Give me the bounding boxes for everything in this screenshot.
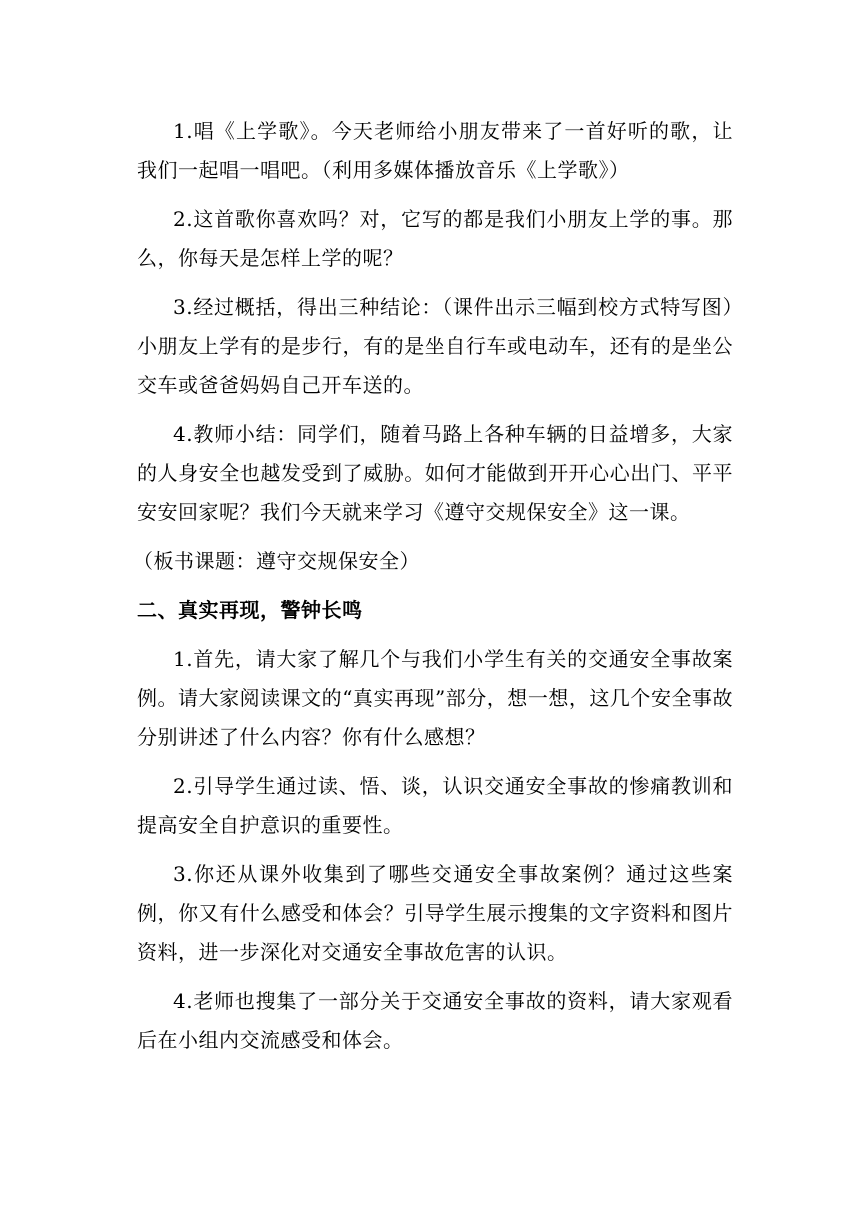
- section-paragraph-1: 1.首先，请大家了解几个与我们小学生有关的交通安全事故案例。请大家阅读课文的“真实再现”部分，想一想，这几个安全事故分别讲述了什么内容？你有什么感想？: [137, 647, 733, 749]
- intro-paragraph-3: 3.经过概括，得出三种结论：（课件出示三幅到校方式特写图）小朋友上学有的是步行，有的是坐自行车或电动车，还有的是坐公交车或爸爸妈妈自己开车送的。: [137, 295, 733, 397]
- board-note: （板书课题：遵守交规保安全）: [133, 549, 420, 573]
- document-body: [133, 112, 733, 1060]
- intro-paragraph-1: 1.唱《上学歌》。今天老师给小朋友带来了一首好听的歌，让我们一起唱一唱吧。（利用多媒体播放音乐《上学歌》）: [137, 119, 733, 182]
- section-heading: 二、真实再现，警钟长鸣: [137, 598, 363, 622]
- intro-paragraph-2: 2.这首歌你喜欢吗？对，它写的都是我们小朋友上学的事。那么，你每天是怎样上学的呢？: [137, 207, 733, 270]
- section-paragraph-2: 2.引导学生通过读、悟、谈，认识交通安全事故的惨痛教训和提高安全自护意识的重要性。: [137, 774, 733, 837]
- section-paragraph-3: 3.你还从课外收集到了哪些交通安全事故案例？通过这些案例，你又有什么感受和体会？引导学生展示搜集的文字资料和图片资料，进一步深化对交通安全事故危害的认识。: [137, 862, 733, 964]
- intro-paragraph-4: 4.教师小结：同学们，随着马路上各种车辆的日益增多，大家的人身安全也越发受到了威胁。如何才能做到开开心心出门、平平安安回家呢？我们今天就来学习《遵守交规保安全》这一课。: [137, 422, 733, 524]
- section-paragraph-4: 4.老师也搜集了一部分关于交通安全事故的资料，请大家观看后在小组内交流感受和体会。: [137, 989, 733, 1052]
